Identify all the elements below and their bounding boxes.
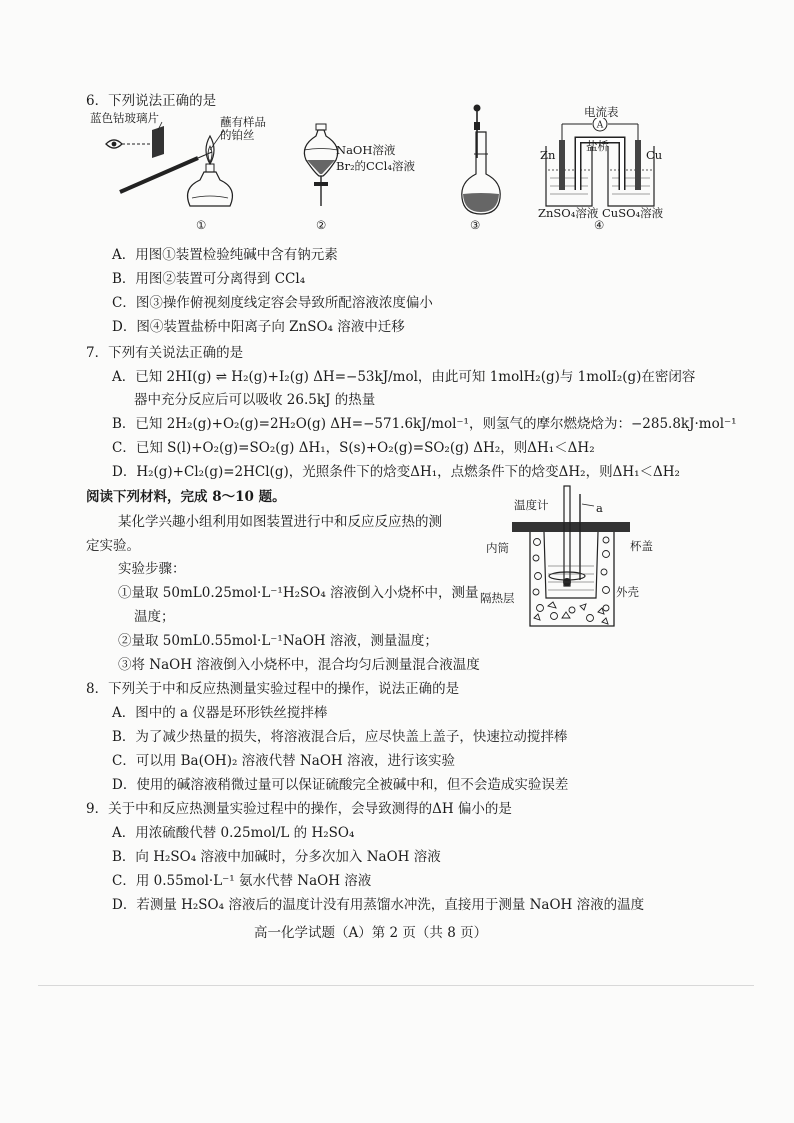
material-heading: 阅读下列材料，完成 8～10 题。	[86, 489, 286, 505]
q7-option-a-line2: 器中充分反应后可以吸收 26.5kJ 的热量	[134, 392, 376, 408]
material-intro-line1: 某化学兴趣小组利用如图装置进行中和反应反应热的测	[118, 514, 442, 530]
fig4-right-solution: CuSO₄溶液	[602, 206, 664, 220]
q9-stem: 9．关于中和反应热测量实验过程中的操作，会导致测得的ΔH 偏小的是	[86, 801, 512, 817]
figure-3-volumetric-flask	[458, 102, 508, 220]
thermometer-shape	[564, 486, 570, 586]
material-step1-line1: ①量取 50mL0.25mol·L⁻¹H₂SO₄ 溶液倒入小烧杯中，测量	[118, 585, 479, 601]
material-step3: ③将 NaOH 溶液倒入小烧杯中，混合均匀后测量混合液温度	[118, 657, 480, 673]
q8-option-d: D．使用的碱溶液稍微过量可以保证硫酸完全被碱中和，但不会造成实验误差	[112, 777, 569, 793]
fig4-meter-label: 电流表	[584, 105, 619, 119]
q7-option-c: C．已知 S(l)+O₂(g)=SO₂(g) ΔH₁，S(s)+O₂(g)=SO₂(g) ΔH₂，则ΔH₁＜ΔH₂	[112, 440, 595, 456]
lid-shape	[512, 522, 630, 532]
inner-cup-shape	[544, 532, 598, 598]
material-step1-line2: 温度；	[134, 609, 175, 625]
page-footer: 高一化学试题（A）第 2 页（共 8 页）	[254, 925, 488, 941]
q7-option-a-line1: A．已知 2HI(g) ⇌ H₂(g)+I₂(g) ΔH=−53kJ/mol，由此可知 1molH₂(g)与 1molI₂(g)在密闭容	[112, 369, 696, 385]
zn-electrode-shape	[559, 140, 565, 190]
fig4-number: ④	[594, 218, 605, 232]
q8-option-a: A．图中的 a 仪器是环形铁丝搅拌棒	[112, 705, 328, 721]
q9-option-a: A．用浓硫酸代替 0.25mol/L 的 H₂SO₄	[112, 825, 355, 841]
cobalt-glass-shape	[152, 126, 164, 158]
insulation-label: 隔热层	[480, 591, 515, 605]
q6-option-c: C．图③操作俯视刻度线定容会导致所配溶液浓度偏小	[112, 295, 433, 311]
q6-option-b: B．用图②装置可分离得到 CCl₄	[112, 271, 306, 287]
thermometer-label: 温度计	[514, 498, 549, 512]
q9-option-d: D．若测量 H₂SO₄ 溶液后的温度计没有用蒸馏水冲洗，直接用于测量 NaOH 溶液的温度	[112, 897, 645, 913]
q7-option-b: B．已知 2H₂(g)+O₂(g)=2H₂O(g) ΔH=−571.6kJ/mol⁻¹，则氢气的摩尔燃烧焓为：−285.8kJ·mol⁻¹	[112, 416, 737, 432]
lid-label: 杯盖	[630, 539, 653, 553]
fig1-wire-label-2: 的铂丝	[220, 128, 255, 142]
fig4-bridge-label: 盐桥	[586, 139, 609, 153]
q6-stem: 6．下列说法正确的是	[86, 93, 217, 109]
stirrer-a-label: a	[596, 501, 603, 515]
fig2-number: ②	[316, 218, 327, 232]
q8-option-b: B．为了减少热量的损失，将溶液混合后，应尽快盖上盖子，快速拉动搅拌棒	[112, 729, 568, 745]
fig3-number: ③	[470, 218, 481, 232]
fig2-top-label: NaOH溶液	[336, 143, 396, 157]
material-steps-title: 实验步骤：	[118, 561, 186, 577]
q8-option-c: C．可以用 Ba(OH)₂ 溶液代替 NaOH 溶液，进行该实验	[112, 753, 455, 769]
q7-stem: 7．下列有关说法正确的是	[86, 345, 244, 361]
outer-shell-shape	[530, 532, 614, 626]
ammeter-symbol: A	[596, 120, 604, 131]
q7-option-d: D．H₂(g)+Cl₂(g)=2HCl(g)，光照条件下的焓变ΔH₁，点燃条件下的焓变ΔH₂，则ΔH₁＜ΔH₂	[112, 464, 680, 480]
fig4-left-metal: Zn	[540, 148, 556, 162]
eye-icon	[106, 140, 122, 148]
material-step2: ②量取 50mL0.55mol·L⁻¹NaOH 溶液，测量温度；	[118, 633, 438, 649]
wire-holder-shape	[120, 158, 198, 192]
fig2-bottom-label: Br₂的CCl₄溶液	[336, 159, 415, 173]
q8-stem: 8．下列关于中和反应热测量实验过程中的操作，说法正确的是	[86, 681, 460, 697]
q6-option-a: A．用图①装置检验纯碱中含有钠元素	[112, 247, 338, 263]
fig1-wire-label-1: 蘸有样品	[220, 115, 266, 129]
cu-electrode-shape	[635, 140, 641, 190]
alcohol-lamp-shape	[188, 172, 233, 206]
shell-label: 外壳	[616, 585, 639, 599]
fig1-glass-label: 蓝色钴玻璃片	[90, 111, 159, 125]
figure-4-galvanic-cell	[540, 118, 663, 214]
q9-option-c: C．用 0.55mol·L⁻¹ 氨水代替 NaOH 溶液	[112, 873, 372, 889]
bottom-rule	[38, 985, 754, 986]
fig1-number: ①	[196, 218, 207, 232]
inner-cup-label: 内筒	[486, 541, 509, 555]
q9-option-b: B．向 H₂SO₄ 溶液中加碱时，分多次加入 NaOH 溶液	[112, 849, 441, 865]
fig4-left-solution: ZnSO₄溶液	[538, 206, 599, 220]
fig4-right-metal: Cu	[646, 148, 663, 162]
material-intro-line2: 定实验。	[86, 538, 140, 554]
q6-option-d: D．图④装置盐桥中阳离子向 ZnSO₄ 溶液中迁移	[112, 319, 405, 335]
